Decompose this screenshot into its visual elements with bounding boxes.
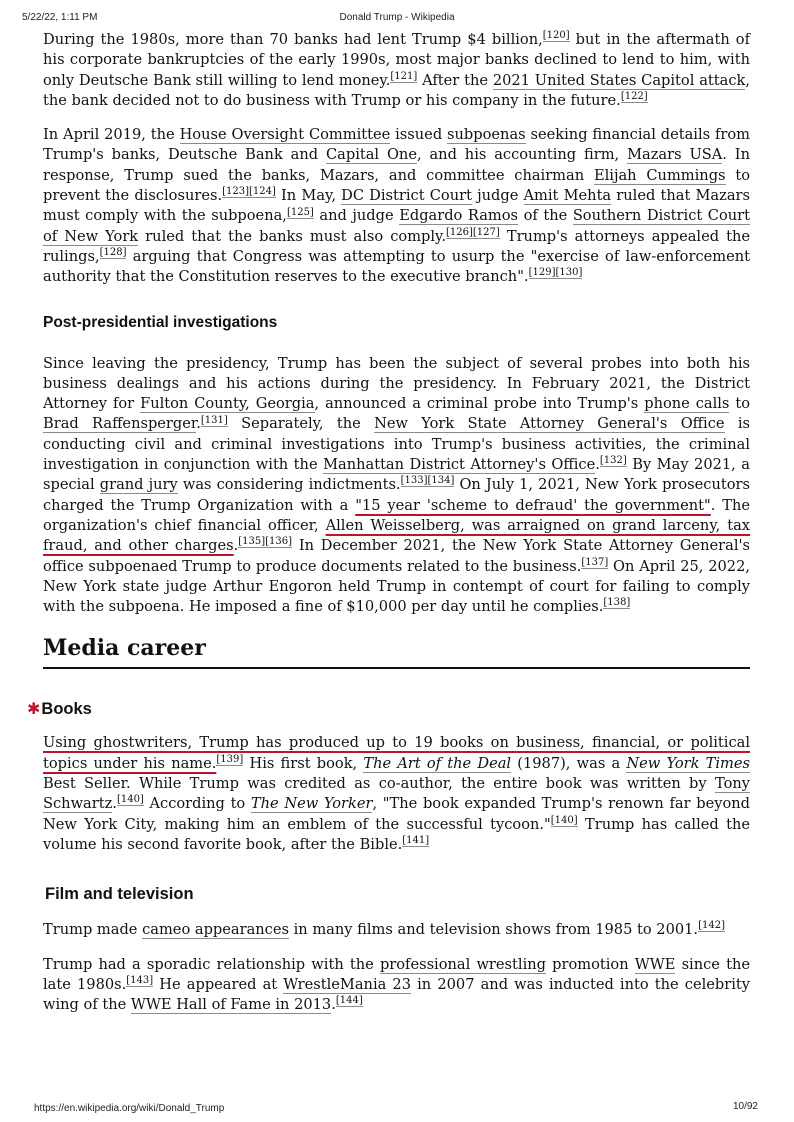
citation-link[interactable]: [123] (222, 186, 249, 198)
citation-link[interactable]: [138] (603, 597, 631, 609)
paragraph-oversight (43, 125, 750, 287)
text: arguing that Congress was attempting to usurp the "exercise of law-enforcement authority that the Constitution reserves to the executive branch". (43, 247, 750, 286)
text: . (331, 996, 336, 1014)
link-capital-one[interactable]: Capital One (325, 146, 417, 164)
link-cameo-appearances[interactable]: cameo appearances (142, 921, 289, 939)
text: , announced a criminal probe into Trump's (314, 395, 645, 413)
text: . The organization's chief financial officer, (43, 496, 750, 534)
text: in 2007 and was inducted into the celebrity wing of the (43, 975, 751, 1014)
text: Trump had a sporadic relationship with the (43, 955, 380, 973)
citation-link[interactable]: [127] (472, 226, 500, 238)
citation-link[interactable]: [129] (528, 267, 556, 279)
link-raffensperger[interactable]: Brad Raffensperger (43, 415, 197, 433)
link-elijah-cummings[interactable]: Elijah Cummings (593, 166, 726, 184)
link-wwe-hall-of-fame[interactable]: WWE Hall of Fame in 2013 (130, 996, 332, 1014)
text: Since leaving the presidency, Trump has been the subject of several probes into both his business dealings and his actions during the presidency. In February 2021, the District Attorney for (43, 354, 750, 413)
citation-link[interactable]: [133] (400, 475, 428, 487)
text: of the (518, 207, 573, 225)
link-professional-wrestling[interactable]: professional wrestling (379, 955, 546, 973)
link-mazars[interactable]: Mazars USA (627, 146, 723, 164)
text: His first book, (243, 754, 364, 772)
text: but in the aftermath of his corporate bankruptcies of the early 1990s, most major banks declined to lend to him, with only Deutsche Bank still willing to lend money. (43, 31, 750, 89)
link-wwe[interactable]: WWE (634, 955, 676, 973)
text: promotion (545, 955, 635, 973)
link-tony-schwartz[interactable]: Tony Schwartz (43, 775, 750, 813)
citation-link[interactable]: [122] (620, 91, 648, 103)
citation-link[interactable]: [136] (265, 536, 293, 548)
text: He appeared at (153, 975, 284, 993)
heading-post-presidential: Post-presidential investigations (43, 313, 278, 331)
paragraph-wrestling (43, 955, 750, 1016)
citation-link[interactable]: [140] (116, 794, 144, 806)
text: ruled that the banks must also comply. (138, 227, 447, 245)
text: ruled that Mazars must comply with the subpoena, (43, 187, 750, 225)
text: By May 2021, a special (43, 456, 750, 494)
text: . (595, 456, 600, 474)
text: was considering indictments. (177, 476, 401, 494)
link-subpoenas[interactable]: subpoenas (447, 126, 526, 144)
link-new-york-times[interactable]: New York Times (626, 754, 750, 772)
text: Trump has called the volume his second favorite book, after the Bible. (43, 815, 750, 853)
heading-books (27, 699, 750, 719)
text: During the 1980s, more than 70 banks had lent Trump $4 billion, (43, 31, 543, 48)
citation-link[interactable]: [132] (599, 455, 627, 467)
citation-link[interactable]: [141] (402, 835, 430, 847)
link-grand-jury[interactable]: grand jury (99, 476, 178, 494)
text: Trump made (43, 921, 143, 939)
paragraph-cameos (43, 920, 750, 940)
text: (1987), was a (511, 754, 627, 772)
link-scheme-to-defraud[interactable]: "15 year 'scheme to defraud' the government" (355, 496, 711, 514)
link-house-oversight[interactable]: House Oversight Committee (179, 126, 391, 144)
asterisk-mark-icon: ✱ (27, 699, 41, 719)
citation-link[interactable]: [125] (286, 206, 314, 218)
text: judge (471, 187, 524, 205)
link-amit-mehta[interactable]: Amit Mehta (523, 187, 612, 205)
article-content (27, 30, 751, 1029)
heading-media-career: Media career (43, 635, 750, 669)
link-weisselberg[interactable]: Allen Weisselberg, was arraigned on grand larceny, tax fraud, and other charges (43, 516, 751, 555)
link-sdny[interactable]: Southern District Court of New York (43, 207, 750, 245)
heading-film-television: Film and television (45, 885, 194, 904)
citation-link[interactable]: [135] (238, 536, 266, 548)
print-page-title: Donald Trump - Wikipedia (339, 12, 455, 23)
citation-link[interactable]: [134] (427, 475, 455, 487)
link-ghostwriters[interactable]: Using ghostwriters, Trump has produced up to 19 books on business, financial, or political topics under his name. (43, 734, 750, 772)
link-edgardo-ramos[interactable]: Edgardo Ramos (399, 207, 519, 225)
text: . (112, 795, 117, 813)
text: , and his accounting firm, (416, 146, 628, 164)
text: In December 2021, the New York State Attorney General's office subpoenaed Trump to produce documents related to the business. (43, 537, 750, 575)
text: On April 25, 2022, New York state judge Arthur Engoron held Trump in contempt of court for failing to comply with the subpoena. He imposed a fine of $10,000 per day until he complies. (43, 557, 750, 616)
citation-link[interactable]: [140] (550, 814, 578, 826)
paragraph-books (43, 733, 750, 855)
text: , the bank decided not to do business with Trump or his company in the future. (43, 71, 750, 109)
text: Separately, the (227, 415, 375, 433)
citation-link[interactable]: [144] (335, 995, 363, 1007)
citation-link[interactable]: [137] (581, 556, 609, 568)
text: According to (143, 795, 251, 813)
citation-link[interactable]: [121] (390, 70, 418, 82)
paragraph-probes (43, 354, 750, 618)
link-new-yorker[interactable]: The New Yorker (250, 795, 373, 813)
text: On July 1, 2021, New York prosecutors charged the Trump Organization with a (43, 476, 750, 514)
link-wrestlemania-23[interactable]: WrestleMania 23 (283, 975, 412, 993)
citation-link[interactable]: [142] (698, 920, 725, 932)
text: in many films and television shows from 1985 to 2001. (288, 921, 699, 939)
text: Trump's attorneys appealed the rulings, (43, 227, 751, 265)
text: to prevent the disclosures. (43, 166, 750, 205)
text: After the (417, 71, 493, 89)
text: In May, (275, 187, 342, 205)
text: . (233, 537, 239, 555)
paragraph-banks (43, 30, 750, 111)
citation-link[interactable]: [131] (200, 414, 228, 426)
text: Best Seller. While Trump was credited as co-author, the entire book was written by (43, 775, 715, 793)
citation-link[interactable]: [126] (446, 226, 473, 238)
citation-link[interactable]: [139] (216, 753, 244, 765)
text: , "The book expanded Trump's renown far beyond New York City, making him an emblem of the successful tycoon." (43, 795, 750, 833)
link-phone-calls[interactable]: phone calls (644, 395, 730, 413)
text: In April 2019, the (43, 126, 180, 144)
text: issued (390, 126, 448, 144)
citation-link[interactable]: [128] (99, 247, 127, 259)
citation-link[interactable]: [120] (542, 30, 570, 42)
link-fulton-county[interactable]: Fulton County, Georgia (140, 395, 315, 413)
link-art-of-the-deal[interactable]: The Art of the Deal (363, 754, 512, 772)
text: since the late 1980s. (43, 955, 750, 993)
text: and judge (313, 207, 400, 225)
print-timestamp: 5/22/22, 1:11 PM (22, 12, 98, 23)
citation-link[interactable]: [130] (555, 267, 583, 279)
citation-link[interactable]: [124] (248, 186, 276, 198)
link-manhattan-da[interactable]: Manhattan District Attorney's Office (323, 456, 596, 474)
link-nyag-office[interactable]: New York State Attorney General's Office (374, 415, 725, 433)
text: . (196, 415, 201, 433)
print-url: https://en.wikipedia.org/wiki/Donald_Trump (34, 1103, 225, 1114)
print-page-number: 10/92 (732, 1101, 758, 1112)
citation-link[interactable]: [143] (126, 974, 154, 986)
text: . In response, Trump sued the banks, Mazars, and committee chairman (43, 146, 750, 184)
heading-books-label: Books (41, 700, 92, 719)
link-capitol-attack[interactable]: 2021 United States Capitol attack (492, 71, 746, 89)
text: to (729, 395, 750, 413)
text: seeking financial details from Trump's banks, Deutsche Bank and (43, 126, 750, 164)
text: is conducting civil and criminal investigations into Trump's business activities, the criminal investigation in conjunction with the (43, 415, 750, 474)
link-dc-district-court[interactable]: DC District Court (341, 187, 472, 205)
